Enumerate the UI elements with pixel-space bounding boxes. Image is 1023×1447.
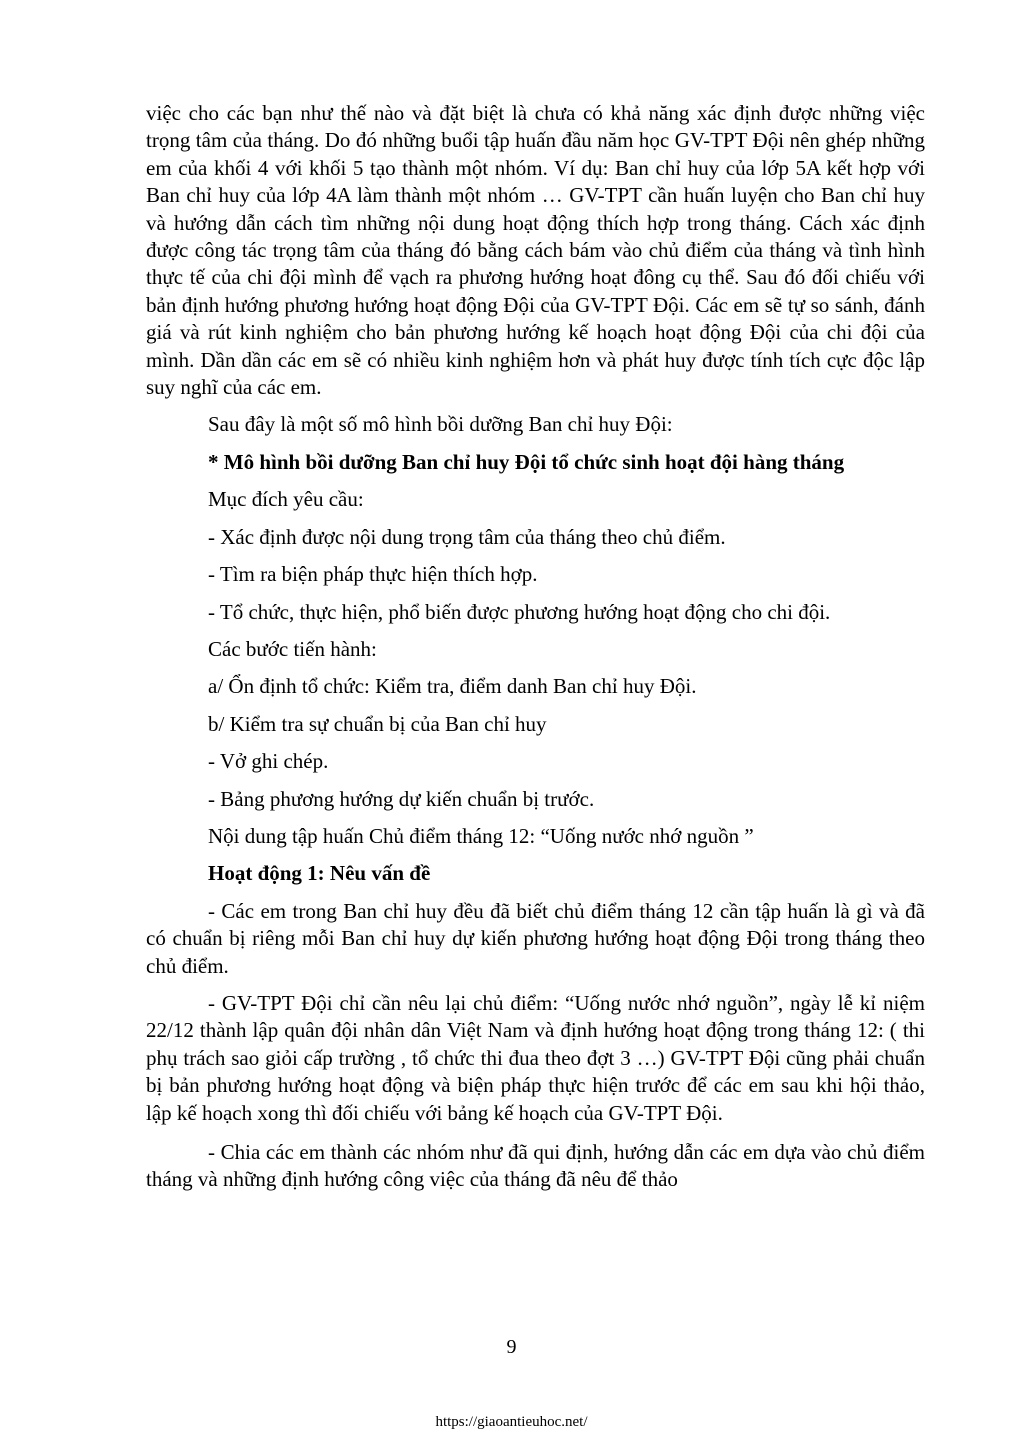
- list-item: a/ Ổn định tổ chức: Kiểm tra, điểm danh Ban chỉ huy Đội.: [208, 674, 697, 699]
- activity-heading: Hoạt động 1: Nêu vấn đề: [208, 861, 431, 886]
- list-heading-steps: Các bước tiến hành:: [208, 636, 377, 661]
- page-number: 9: [506, 1336, 517, 1358]
- paragraph-body: - Các em trong Ban chỉ huy đều đã biết chủ điểm tháng 12 cần tập huấn là gì và đã có chuẩn bị riêng mỗi Ban chỉ huy dự kiến phương hướng hoạt động Đội trong tháng theo chủ điểm.: [146, 898, 925, 978]
- paragraph-intro: việc cho các bạn như thế nào và đặt biệt là chưa có khả năng xác định được những việc trọng tâm của tháng. Do đó những buổi tập huấn đầu năm học GV-TPT Đội nên ghép những em của khối 4 với khối 5 tạo thành một nhóm. Ví dụ: Ban chỉ huy của lớp 5A kết hợp với Ban chỉ huy của lớp 4A làm thành một nhóm … GV-TPT cần huấn luyện cho Ban chỉ huy và hướng dẫn cách tìm những nội dung hoạt động thích hợp trong tháng. Cách xác định được công tác trọng tâm của tháng đó bằng cách bám vào chủ điểm của tháng và tình hình thực tế của chi đội mình để vạch ra phương hướng hoạt đông cụ thể. Sau đó đối chiếu với bản định hướng phương hướng hoạt động Đội của GV-TPT Đội. Các em sẽ tự so sánh, đánh giá và rút kinh nghiệm cho bản phương hướng kế hoạch hoạt động Đội của chi đội của mình. Dần dần các em sẽ có nhiều kinh nghiệm hơn và phát huy được tính tích cực độc lập suy nghĩ của các em.: [146, 101, 925, 400]
- list-item: - Vở ghi chép.: [208, 749, 329, 774]
- paragraph-body: - GV-TPT Đội chỉ cần nêu lại chủ điểm: “Uống nước nhớ nguồn”, ngày lễ kỉ niệm 22/12 thành lập quân đội nhân dân Việt Nam và định hướng hoạt động trong tháng 12: ( thi phụ trách sao giỏi cấp trường , tổ chức thi đua theo đợt 3 …) GV-TPT Đội cũng phải chuẩn bị bản phương hướng hoạt động và biện pháp thực hiện trước để các em sau khi hội thảo, lập kế hoạch xong thì đối chiếu với bảng kế hoạch của GV-TPT Đội.: [146, 990, 925, 1125]
- list-item: b/ Kiểm tra sự chuẩn bị của Ban chỉ huy: [208, 711, 547, 736]
- footer-url[interactable]: https://giaoantieuhoc.net/: [435, 1414, 588, 1430]
- list-item: - Bảng phương hướng dự kiến chuẩn bị trước.: [208, 786, 595, 811]
- training-content-line: Nội dung tập huấn Chủ điểm tháng 12: “Uống nước nhớ nguồn ”: [208, 823, 754, 848]
- list-item: - Tìm ra biện pháp thực hiện thích hợp.: [208, 562, 538, 587]
- section-heading: * Mô hình bồi dưỡng Ban chỉ huy Đội tổ chức sinh hoạt đội hàng tháng: [208, 449, 845, 474]
- paragraph-models-intro: Sau đây là một số mô hình bồi dưỡng Ban chỉ huy Đội:: [208, 412, 673, 437]
- list-heading-purpose: Mục đích yêu cầu:: [208, 487, 364, 512]
- list-item: - Tổ chức, thực hiện, phổ biến được phương hướng hoạt động cho chi đội.: [208, 599, 831, 624]
- list-item: - Xác định được nội dung trọng tâm của tháng theo chủ điểm.: [208, 524, 726, 549]
- document-page: [146, 100, 925, 1204]
- paragraph-body: - Chia các em thành các nhóm như đã qui định, hướng dẫn các em dựa vào chủ điểm tháng và những định hướng công việc của tháng đã nêu để thảo: [146, 1140, 925, 1192]
